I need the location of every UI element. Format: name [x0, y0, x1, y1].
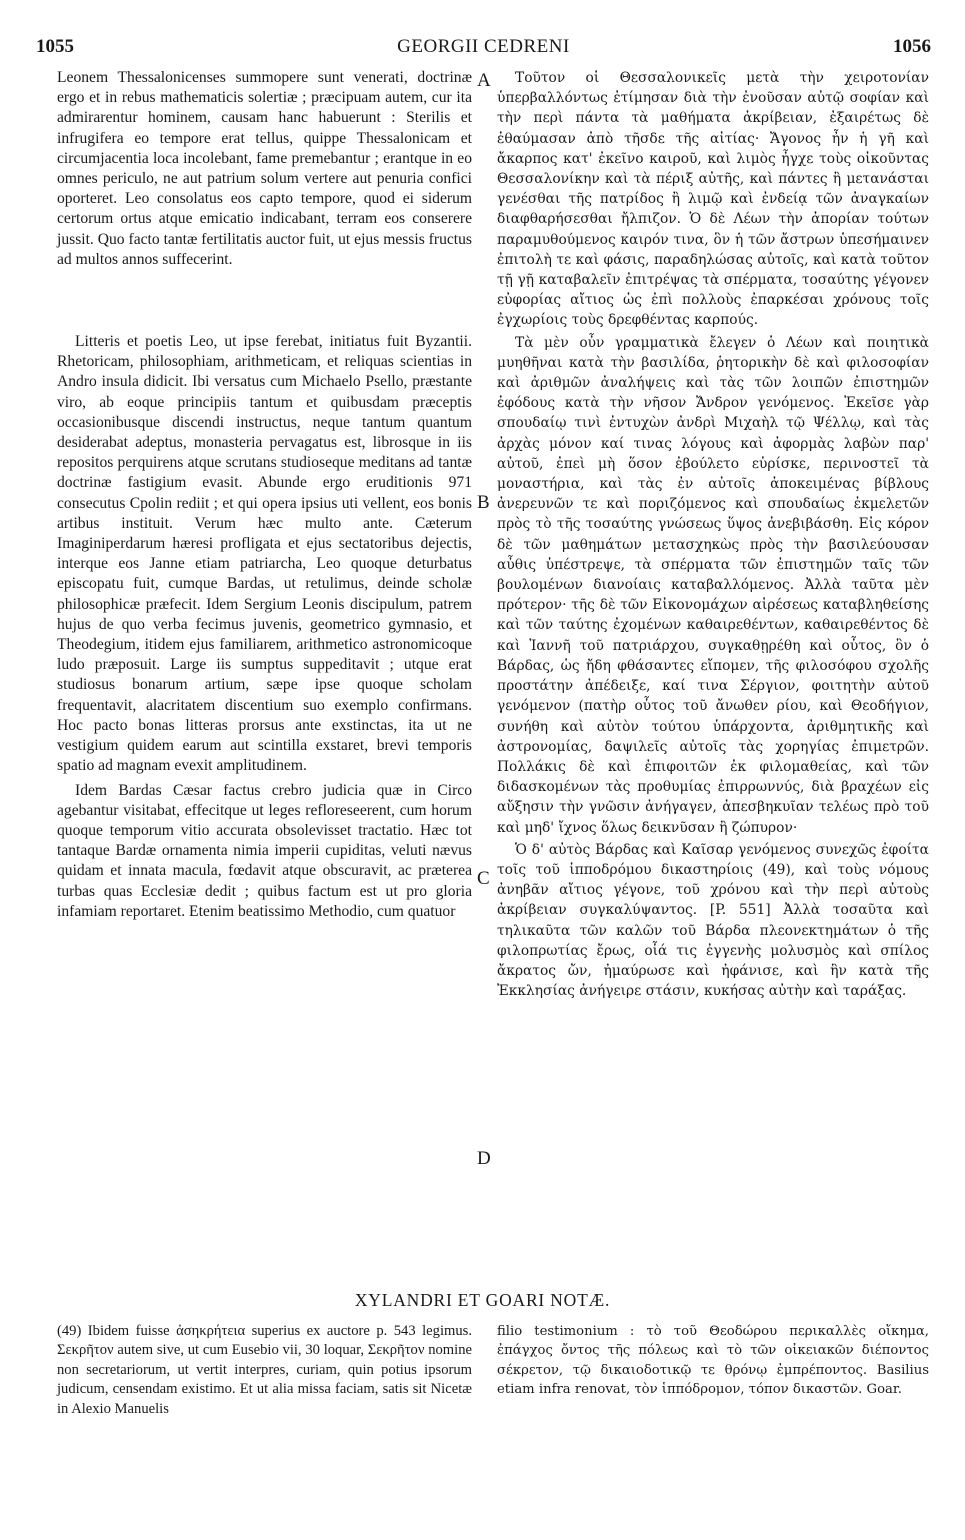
- page-number-right: 1056: [893, 36, 931, 57]
- page-header: [36, 36, 931, 62]
- latin-paragraph-3: Idem Bardas Cæsar factus crebro judicia quæ in Circo agebantur visitabat, effecitque ut leges refloreseerent, cum horum quoque temporum vitio accurata obsolevisset tractatio. Hæc tot tantaque Bardæ ornamenta nimia imperii cupiditas, veluti nævus quidam et innata macula, fœdavit atque obscuravit, ac præterea turbas quas Ecclesiæ dedit ; quibus factum est ut pro gloria infamiam reportaret. Etenim beatissimo Methodio, cum quatuor: [57, 781, 472, 920]
- note-right-column: [497, 1322, 929, 1400]
- margin-letter-a: A: [477, 70, 491, 91]
- margin-letter-c: C: [477, 868, 490, 889]
- latin-column: [57, 68, 472, 922]
- note-left-text: (49) Ibidem fuisse ἀσηκρήτεια superius ex auctore p. 543 legimus. Σεκρῆτον autem sive, ut cum Eusebio vii, 30 loquar, Σεκρῆτον nomine non secretariorum, ut vertit interpres, curiam, quin potius ipsorum judicum, censendam existimo. Et ut alia missa faciam, satis sit Nicetæ in Alexio Manuelis: [57, 1323, 472, 1417]
- latin-paragraph-1: Leonem Thessalonicenses summopere sunt venerati, doctrinæ ergo et in rebus mathematicis solertiæ ; præcipuam autem, cur ita admirarentur hominem, causam hanc habuerunt : Sterilis et infrugifera eo tempore erat tellus, quippe Thessalonicam et circumjacentia loca incolebant, fame premebantur ; erantque in eo omnes periculo, ne aut patrium solum vertere aut penuria confici oporteret. Leo consolatus eos capto tempore, quod ei siderum certorum ortus atque emicatio indicabant, terram eos conserere jussit. Quo facto tantæ fertilitatis auctor fuit, ut ejus messis fructus ad multos annos suffecerint.: [57, 69, 472, 268]
- running-title: GEORGII CEDRENI: [397, 36, 570, 57]
- margin-letter-b: B: [477, 492, 490, 513]
- greek-column: [497, 68, 929, 1001]
- page-number-left: 1055: [36, 36, 74, 57]
- greek-paragraph-2: Τὰ μὲν οὖν γραμματικὰ ἔλεγεν ὁ Λέων καὶ ποιητικὰ μυηθῆναι κατὰ τὴν βασιλίδα, ῥητορικὴν δὲ καὶ φιλοσοφίαν καὶ ἀριθμῶν ἀναλήψεις καὶ τὰς τῶν λοιπῶν ἐπιστημῶν ἐφόδους κατὰ τὴν νῆσον Ἄνδρον γενόμενος. Ἐκεῖσε γὰρ σπουδαίῳ τινὶ ἐντυχὼν ἀνδρὶ Μιχαὴλ τῷ Ψέλλῳ, καὶ τὰς ἀρχὰς μόνον καί τινας λόγους καὶ ἀφορμὰς λαβὼν παρ' αὐτοῦ, ἐπεὶ μὴ ὅσον ἐβούλετο εὑρίσκε, περινοστεῖ τὰ μοναστήρια, καὶ τὰς ἐν αὐτοῖς ἀποκειμένας βίβλους ἀνερευνῶν τε καὶ ποριζόμενος καὶ σπουδαίως ἐκμελετῶν πρὸς τὸ τῆς τοσαύτης γνώσεως ὕψος ἀνεβιβάσθη. Εἰς κόρον δὲ τῶν μαθημάτων μετασχηκὼς πρὸς τὴν βασιλεύουσαν αὖθις ὑπέστρεψε, τὰ σπέρματα τῶν ἐπιστημῶν ταῖς τῶν βουλομένων διανοίαις καταβαλλόμενος. Ἀλλὰ ταῦτα μὲν πρότερον· τῆς δὲ τῶν Εἰκονομάχων αἱρέσεως καταβληθείσης καὶ τῶν ταύτης ἐχομένων καθαιρεθέντων, καθαιρεθέντος δὲ καὶ Ἰαννῆ τοῦ πατριάρχου, συγκαθῃρέθη καὶ οὗτος, ὃν ὁ Βάρδας, ὡς ἤδη φθάσαντες εἴπομεν, τῆς φιλοσόφου σχολῆς προστάτην ἀπέδειξε, καί τινα Σέργιον, φοιτητὴν αὐτοῦ γενόμενον (πατὴρ οὗτος τοῦ ἄνωθεν ρίου, καὶ Θεοδήγιον, συνήθη καὶ αὐτὸν τούτου ὑπάρχοντα, ἀριθμητικῆς καὶ ἀστρονομίας, δαψιλεῖς αὐτοῖς τὰς χορηγίας ἐπιμετρῶν. Πολλάκις δὲ καὶ ἐπιφοιτῶν ἐκ φιλομαθείας, καὶ τῶν διδασκομένων τὰς προθυμίας ἐπιρρωννύς, διὰ βραχέων εἰς αὔξησιν τὴν γνῶσιν ἀνήγαγεν, ἀπεσβηκυῖαν τελέως πρὸ τοῦ καὶ μηδ' ἴχνος ὅλως δεικνῦσαν ἢ ζώπυρον·: [497, 334, 929, 836]
- note-left-column: [57, 1322, 472, 1419]
- latin-paragraph-2: Litteris et poetis Leo, ut ipse ferebat, initiatus fuit Byzantii. Rhetoricam, philosophiam, arithmeticam, et reliquas scientias in Andro insula didicit. Ibi versatus cum Michaelo Psello, præstante viro, ab eoque principiis tantum et quibusdam præceptis occasionibusque discendi instructus, neque tantum quantum desiderabat adeptus, monasteria pervagatus est, librosque in iis repositos perquirens atque scrutans studioseque meditans ad tantæ doctrinæ fastigium evasit. Abunde ergo eruditionis 971 consecutus Cpolin rediit ; et qui opera ipsius uti vellent, eos bonis artibus instituit. Verum hæc multo ante. Cæterum Imaginiperdarum hæresi profligata et ejus sectatoribus dejectis, interque eos Janne etiam patriarcha, Leo quoque deturbatus episcopatu fuit, cumque Bardas, ut retulimus, deinde scholæ philosophicæ præfecit. Idem Sergium Leonis discipulum, patrem hujus de quo verba fecimus juvenis, geometrico gymnasio, et Theodegium, itidem ejus familiarem, arithmetico astronomicoque ludo præposuit. Large iis sumptus suppeditavit ; utque erat studiosus bonarum artium, sæpe ipse quoque scholam frequentavit, alacritatem discentium suo exemplo confirmans. Hoc pacto bonas litteras prorsus ante exstinctas, ita ut ne vestigium quidem earum aut scintilla exstaret, brevi temporis spatio ad magnam evexit amplitudinem.: [57, 333, 472, 775]
- greek-paragraph-1: Τοῦτον οἱ Θεσσαλονικεῖς μετὰ τὴν χειροτονίαν ὑπερβαλλόντως ἐτίμησαν διὰ τὴν ἐνοῦσαν αὐτῷ σοφίαν καὶ τὴν περὶ πάντα τὰ μαθήματα ἀκρίβειαν, ἐξαιρέτως δὲ ἐθαύμασαν ἀπὸ τῆσδε τῆς αἰτίας· Ἄγονος ἦν ἡ γῆ καὶ ἄκαρπος κατ' ἐκεῖνο καιροῦ, καὶ λιμὸς ἦγχε τοὺς οἰκοῦντας Θεσσαλονίκην καὶ τὰ πέριξ αὐτῆς, καὶ πάντες ἢ μετανάσται γενέσθαι τῆς πατρίδος ἢ λιμῷ καὶ ἐνδείᾳ τῶν ἀναγκαίων διαφθαρήσεσθαι ἤλπιζον. Ὁ δὲ Λέων τὴν ἀπορίαν τούτων παραμυθούμενος καιρόν τινα, ὃν ἡ τῶν ἄστρων ὑπεσήμαινεν ἐπιτολὴ τε καὶ φάσις, παραδηλώσας αὐτοῖς, καὶ κατὰ τοῦτον τῇ γῇ καταβαλεῖν ἐπιτρέψας τὰ σπέρματα, τοσαύτης γέγονεν εὐφορίας αἴτιος ὡς ἐπὶ πολλοὺς ἐπαρκέσαι χρόνους τοῖς ἐγχωρίοις τοὺς δρεφθέντας καρπούς.: [497, 70, 929, 329]
- margin-letter-d: D: [477, 1148, 491, 1169]
- greek-paragraph-3: Ὁ δ' αὐτὸς Βάρδας καὶ Καῖσαρ γενόμενος συνεχῶς ἐφοίτα τοῖς τοῦ ἱπποδρόμου δικαστηρίοις (49), καὶ τοὺς νόμους ἀνηβᾶν αἴτιος γέγονε, τοῦ χρόνου καὶ τὴν περὶ αὐτοὺς ἀκρίβειαν συγκαλύψαντος. [P. 551] Ἀλλὰ τοσαῦτα καὶ τηλικαῦτα τῶν καλῶν τοῦ Βάρδα πλεονεκτημάτων ὁ τῆς φιλοπρωτίας ἔρως, οἷά τις ἐγγενὴς μολυσμὸς καὶ σπίλος ἄκρατος ὤν, ἠμαύρωσε καὶ ἠφάνισε, καὶ ἣν κατὰ τῆς Ἐκκλησίας ἀνήγειρε στάσιν, κυκήσας αὐτὴν καὶ ταράξας.: [497, 841, 929, 1000]
- notes-title: XYLANDRI ET GOARI NOTÆ.: [354, 1290, 611, 1310]
- note-right-text: filio testimonium : τὸ τοῦ Θεοδώρου περικαλλὲς οἴκημα, ἐπάγχος ὄντος τῆς πόλεως καὶ τὸ τῶν οἰκειακῶν διέποντος σέκρετον, τῷ δικαιοδοτικῷ τε θρόνῳ ἐμπρέποντος. Basilius etiam infra renovat, τὸν ἱππόδρομον, τόπον δικαστῶν. Goar.: [497, 1324, 929, 1398]
